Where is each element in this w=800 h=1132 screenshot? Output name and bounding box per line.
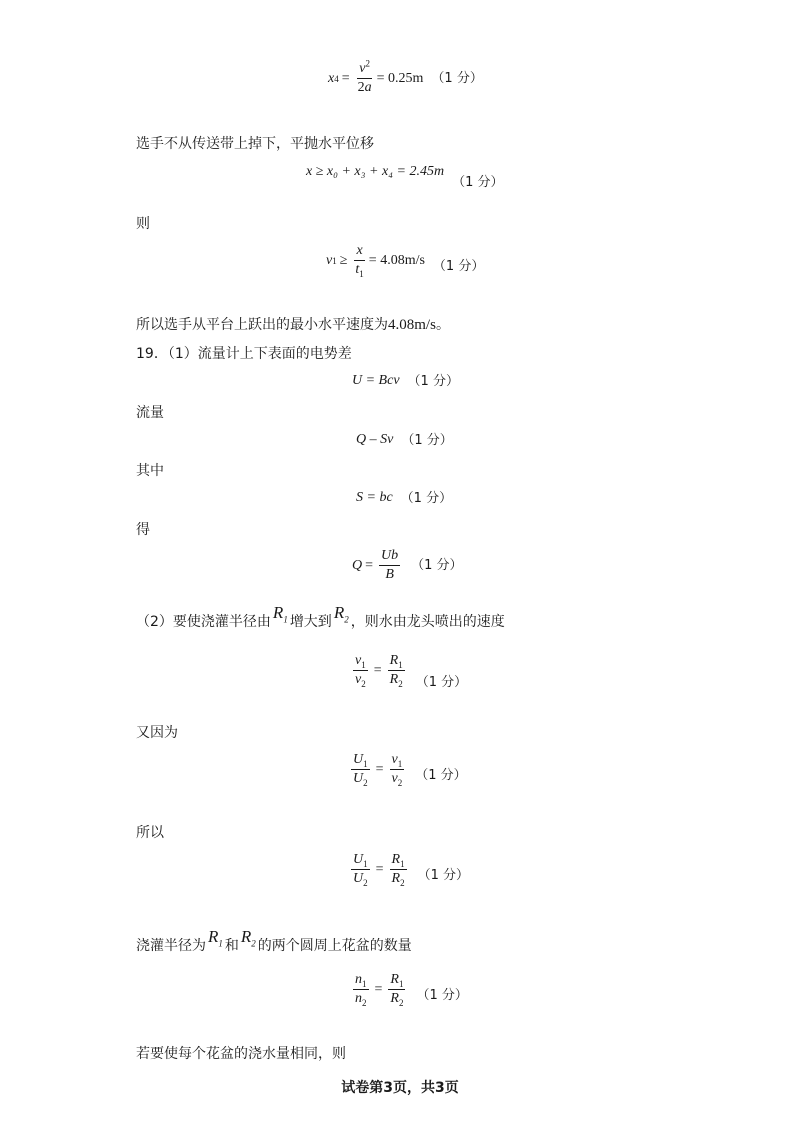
- symbol-R2: $R_2$: [240, 927, 256, 949]
- equation-n-ratio: $\frac{n_1}{n_2}$ = $\frac{R_1}{R_2}$ （1 分）: [355, 972, 468, 1008]
- equation-v-ratio: $\frac{v_1}{v_2}$ = $\frac{R_1}{R_2}$ （1 分）: [355, 653, 468, 690]
- text-line-11-b: 和: [224, 938, 239, 954]
- text-line-1: 选手不从传送带上掉下，平抛水平位移: [136, 136, 374, 152]
- text-line-5: 流量: [136, 405, 164, 421]
- equation-U-R-ratio: $\frac{U_1}{U_2}$ = $\frac{R_1}{R_2}$ （1 分）: [353, 852, 469, 888]
- symbol-R2: $R_2$: [333, 603, 349, 625]
- text-line-8-b: 增大到: [289, 614, 332, 630]
- equation-x-sum-text: x ≥ x₀ + x₃ + x₄ = 2.45m: [306, 164, 445, 179]
- text-line-8-c: ，则水由龙头喷出的速度: [350, 614, 505, 630]
- equation-U: [352, 374, 459, 388]
- score-label: （1 分）: [411, 558, 463, 573]
- score-label: （1 分）: [415, 768, 467, 783]
- equation-v1: v 1 ≥ $\frac{x}{t_1}$ = 4.08m/s （1 分）: [326, 243, 485, 279]
- equation-x4-result: = 0.25m: [376, 70, 424, 86]
- text-line-2: 则: [136, 216, 150, 232]
- equation-x-sum: [306, 164, 504, 190]
- symbol-R1: $R_1$: [272, 603, 288, 625]
- text-line-3: [136, 318, 450, 333]
- text-line-9: 又因为: [136, 725, 178, 741]
- min-speed-value: 4.08m/s: [388, 317, 436, 333]
- text-line-12: 若要使每个花盆的浇水量相同，则: [136, 1046, 346, 1062]
- page-footer: 试卷第3页，共3页: [341, 1080, 459, 1096]
- text-line-8-a: （2）要使浇灌半径由: [136, 614, 271, 630]
- text-line-11: [136, 927, 412, 954]
- equation-U-text: U = Bcv: [352, 373, 400, 388]
- score-label: （1 分）: [431, 71, 483, 86]
- text-line-11-a: 浇灌半径为: [136, 938, 206, 954]
- equation-Q-text: Q – Sv: [356, 432, 394, 447]
- text-line-11-c: 的两个圆周上花盆的数量: [257, 938, 412, 954]
- score-label: （1 分）: [401, 432, 453, 448]
- equation-x4: x 4 = $\frac{v^2}{2a}$ = 0.25m （1 分）: [328, 58, 483, 95]
- equation-S: [356, 491, 452, 505]
- score-label: （1 分）: [400, 490, 453, 506]
- text-line-3-end: 。: [435, 317, 450, 333]
- equation-U-ratio: $\frac{U_1}{U_2}$ = $\frac{v_1}{v_2}$ （1 分）: [353, 752, 467, 788]
- equation-v1-result: = 4.08m/s: [368, 252, 425, 268]
- text-line-8: [136, 603, 505, 630]
- text-line-7: 得: [136, 522, 150, 538]
- equation-S-text: S = bc: [356, 490, 393, 505]
- score-label: （1 分）: [452, 174, 504, 190]
- symbol-R1: $R_1$: [208, 927, 223, 949]
- score-label: （1 分）: [415, 675, 468, 690]
- question-19-heading: 19．（1）流量计上下表面的电势差: [136, 346, 352, 362]
- score-label: （1 分）: [407, 373, 459, 389]
- equation-Q-result: Q = $\frac{Ub}{B}$ （1 分）: [352, 548, 463, 582]
- equation-Q: [356, 433, 453, 447]
- text-line-3-body: 所以选手从平台上跃出的最小水平速度为: [136, 317, 388, 333]
- score-label: （1 分）: [416, 988, 468, 1003]
- text-line-10: 所以: [136, 825, 164, 841]
- text-line-6: 其中: [136, 463, 164, 479]
- score-label: （1 分）: [432, 259, 485, 274]
- score-label: （1 分）: [417, 868, 469, 883]
